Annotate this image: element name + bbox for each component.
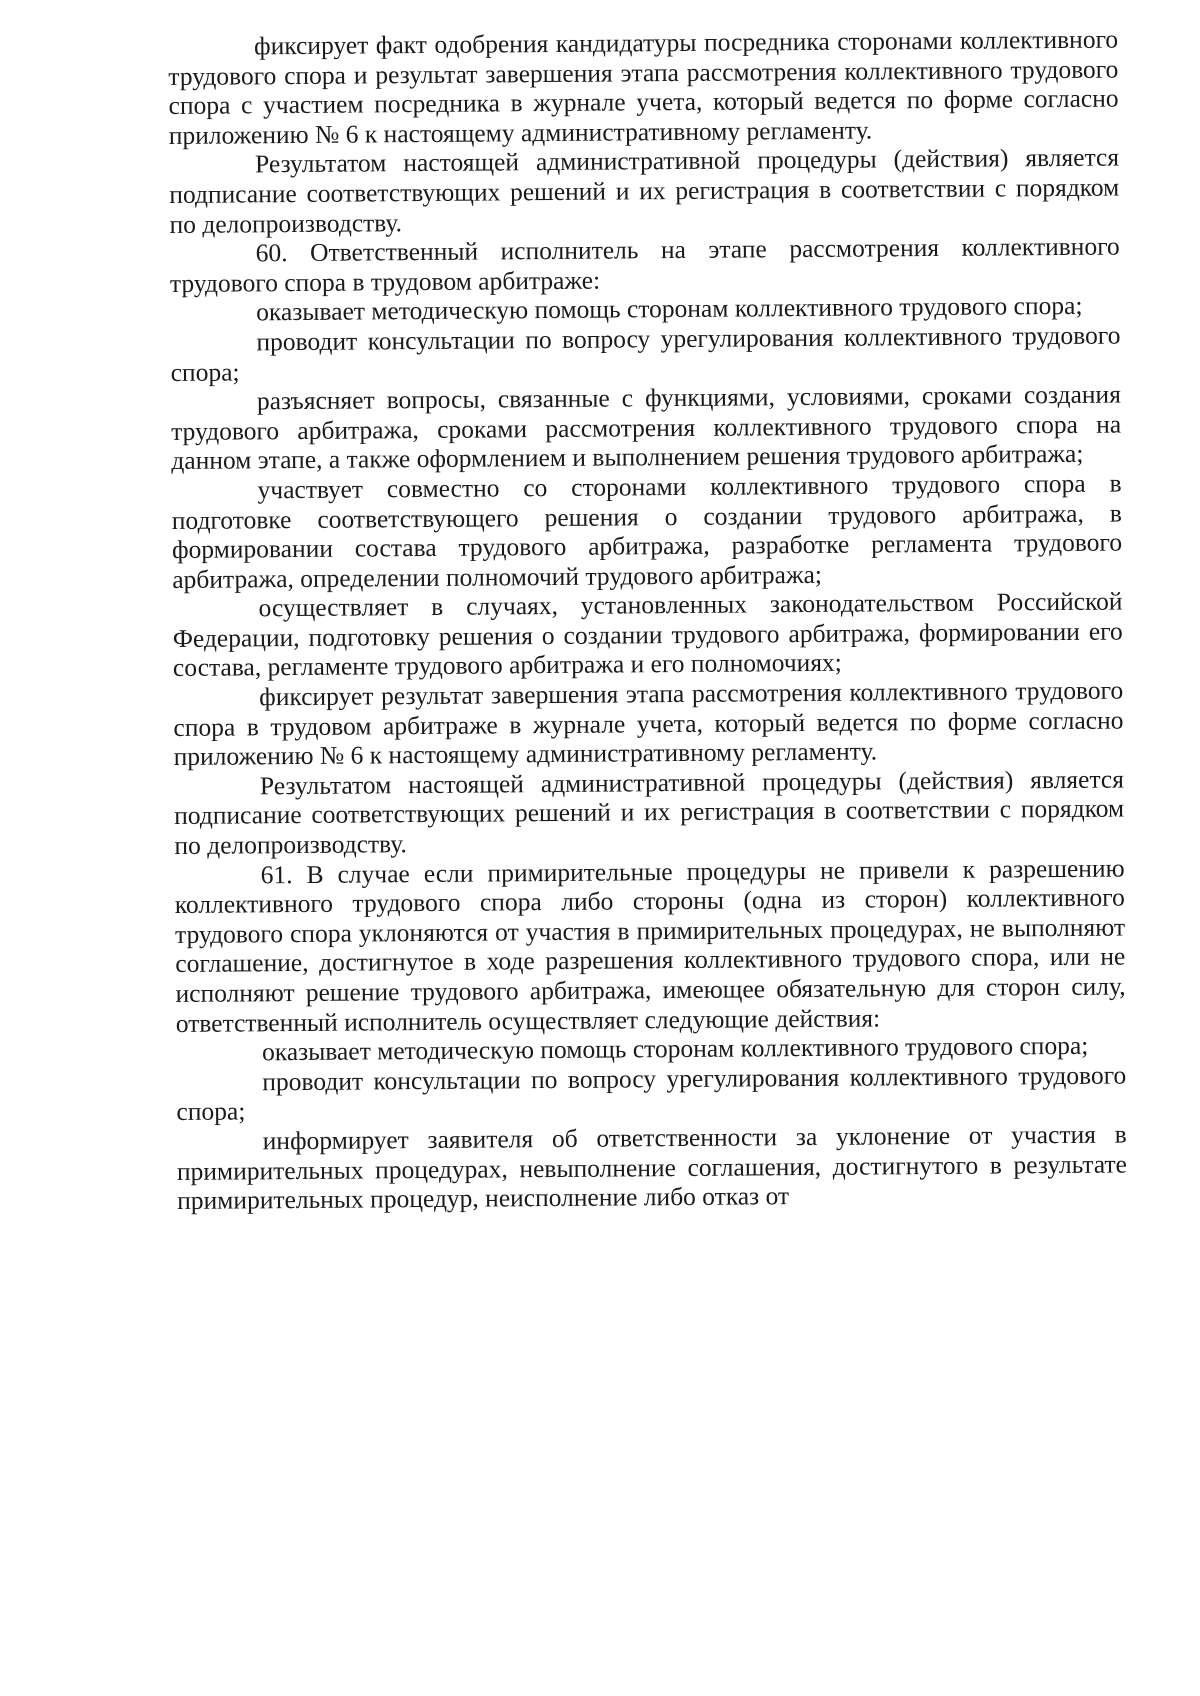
list-item-consultations-1: проводит консультации по вопросу урегулирования коллективного трудового спора; — [170, 320, 1121, 387]
list-item-explains-questions: разъясняет вопросы, связанные с функциями, условиями, сроками создания трудового арбитража, сроками рассмотрения коллективного трудового спора на данном этапе, а также оформлением и выполнением решения трудового арбитража; — [171, 379, 1122, 476]
paragraph-item-61: 61. В случае если примирительные процедуры не привели к разрешению коллективного трудового спора либо стороны (одна из сторон) коллективного трудового спора уклоняются от участия в примирительных процедурах, не выполняют соглашение, достигнутое в ходе разрешения коллективного трудового спора, или не исполняют решение трудового арбитража, имеющее обязательную для сторон силу, ответственный исполнитель осуществляет следующие действия: — [174, 853, 1126, 1038]
paragraph-item-60: 60. Ответственный исполнитель на этапе рассмотрения коллективного трудового спора в трудовом арбитраже: — [169, 231, 1120, 298]
list-item-records-result: фиксирует результат завершения этапа рассмотрения коллективного трудового спора в трудовом арбитраже в журнале учета, который ведется по форме согласно приложению № 6 к настоящему административному регламенту. — [173, 675, 1124, 772]
paragraph-result-1: Результатом настоящей административной процедуры (действия) является подписание соответствующих решений и их регистрация в соответствии с порядком по делопроизводству. — [169, 142, 1120, 239]
list-item-prepares-decision: осуществляет в случаях, установленных законодательством Российской Федерации, подготовку решения о создании трудового арбитража, формировании его состава, регламенте трудового арбитража и его полномочиях; — [172, 586, 1123, 683]
list-item-informs-applicant: информирует заявителя об ответственности за уклонение от участия в примирительных процедурах, невыполнение соглашения, достигнутого в результате примирительных процедур, неисполнение либо отказ от — [176, 1119, 1128, 1216]
paragraph-result-2: Результатом настоящей административной процедуры (действия) является подписание соответствующих решений и их регистрация в соответствии с порядком по делопроизводству. — [174, 764, 1125, 861]
document-page — [168, 25, 1127, 1216]
list-item-participates: участвует совместно со сторонами коллективного трудового спора в подготовке соответствующего решения о создании трудового арбитража, в формировании состава трудового арбитража, разработке регламента трудового арбитража, определении полномочий трудового арбитража; — [171, 468, 1123, 594]
list-item-methodical-help-1: оказывает методическую помощь сторонам коллективного трудового спора; — [256, 291, 1083, 327]
list-item-methodical-help-2: оказывает методическую помощь сторонам коллективного трудового спора; — [261, 1030, 1089, 1067]
paragraph-mediator-record: фиксирует факт одобрения кандидатуры посредника сторонами коллективного трудового спора и результат завершения этапа рассмотрения коллективного трудового спора с участием посредника в журнале учета, который ведется по форме согласно приложению № 6 к настоящему административному регламенту. — [168, 24, 1119, 150]
list-item-consultations-2: проводит консультации по вопросу урегулирования коллективного трудового спора; — [176, 1060, 1127, 1127]
